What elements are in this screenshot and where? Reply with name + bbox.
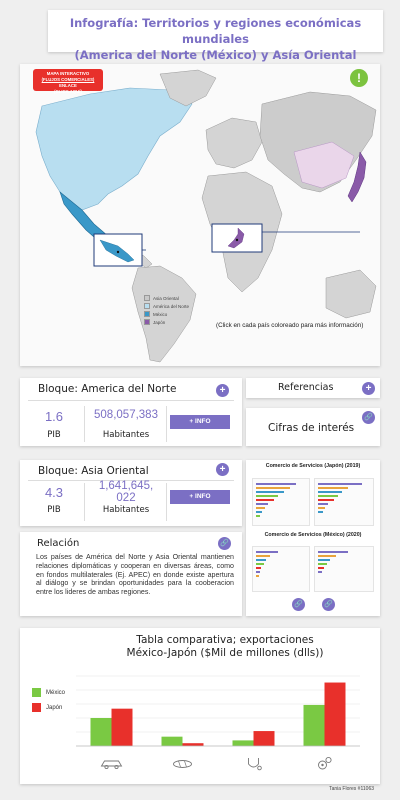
map-legend <box>144 294 189 326</box>
badge-link[interactable]: (FLUJOS COMERCIALES) <box>41 77 95 82</box>
mini-bars <box>315 547 375 593</box>
legend-label: Asia Oriental <box>153 295 179 301</box>
relacion-title: Relación <box>37 538 80 549</box>
pib-label: PIB <box>47 430 61 440</box>
expand-plus-button[interactable]: + <box>216 384 229 397</box>
bloque-title: Bloque: America del Norte <box>38 383 177 395</box>
link-icon[interactable]: 🔗 <box>218 537 231 550</box>
comercio-servicios-card <box>246 460 380 616</box>
page-subtitle: (America del Norte (México) y Asía Oriental <box>74 48 357 62</box>
bloque-america-norte-card <box>20 378 242 446</box>
export-chart-card <box>20 628 380 784</box>
mini-bars <box>253 479 311 527</box>
relacion-card <box>20 532 242 616</box>
pib-value: 4.3 <box>44 485 64 500</box>
bloque-title: Bloque: Asia Oriental <box>38 465 149 477</box>
author-credit: Tania Flores #11063 <box>329 786 374 792</box>
divider <box>84 406 85 442</box>
bar-mxico-2 <box>233 740 254 746</box>
expand-plus-button[interactable]: + <box>362 382 375 395</box>
legend-item <box>144 294 189 302</box>
bar-mxico-0 <box>91 718 112 746</box>
legend-label: México <box>153 311 168 317</box>
bar-japn-1 <box>183 743 204 746</box>
title-card <box>48 10 383 62</box>
gears-icon <box>319 757 332 769</box>
legend-label: Japón <box>46 704 63 711</box>
map-interactive-link[interactable] <box>33 69 103 94</box>
habitantes-value-line-2: 022 <box>116 492 136 504</box>
bar-mxico-3 <box>304 705 325 746</box>
mexico-services-chart-1 <box>252 546 310 592</box>
link-icon[interactable]: 🔗 <box>322 598 335 611</box>
world-map-graphic <box>20 64 380 366</box>
alert-icon[interactable]: ! <box>350 69 368 87</box>
legend-label: México <box>46 689 66 696</box>
pib-label: PIB <box>47 505 61 515</box>
japon-services-chart-2 <box>314 478 374 526</box>
cifras-card[interactable] <box>246 408 380 446</box>
divider <box>166 406 167 442</box>
export-bar-chart <box>20 628 380 784</box>
divider <box>28 400 234 401</box>
badge-line-1: MAPA INTERACTIVO <box>46 71 90 76</box>
link-icon[interactable]: 🔗 <box>362 411 375 424</box>
legend-swatch <box>144 295 150 301</box>
legend-item <box>144 302 189 310</box>
japon-services-chart-1 <box>252 478 310 526</box>
link-icon[interactable]: 🔗 <box>292 598 305 611</box>
car-icon <box>102 761 122 769</box>
expand-plus-button[interactable]: + <box>216 463 229 476</box>
legend-label: América del Norte <box>153 303 190 309</box>
legend-label: Japón <box>153 319 166 325</box>
habitantes-label: Habitantes <box>102 505 150 515</box>
mini-bars <box>253 547 311 593</box>
pib-value: 1.6 <box>44 409 64 424</box>
habitantes-label: Habitantes <box>102 430 150 440</box>
legend-item <box>144 310 189 318</box>
divider <box>84 483 85 521</box>
habitantes-value-line-1: 1,641,645, <box>98 480 154 492</box>
map-hint: (Click en cada país coloreado para más información) <box>216 322 364 329</box>
referencias-card[interactable] <box>246 378 380 398</box>
habitantes-value <box>90 480 162 504</box>
cifras-label: Cifras de interés <box>268 422 355 434</box>
legend-swatch <box>144 311 150 317</box>
page-title: Infografía: Territorios y regiones económicas mundiales <box>69 16 362 46</box>
world-map[interactable] <box>20 64 380 366</box>
more-info-button[interactable]: + INFO <box>170 415 230 429</box>
mexico-services-chart-2 <box>314 546 374 592</box>
badge-line-3: (CLICK AQUÍ) <box>54 89 82 94</box>
divider <box>166 483 167 521</box>
comercio-mexico-title: Comercio de Servicios (México) (2020) <box>264 532 362 538</box>
comercio-japon-title: Comercio de Servicios (Japón) (2019) <box>265 463 361 469</box>
bar-japn-2 <box>254 731 275 746</box>
more-info-button[interactable]: + INFO <box>170 490 230 504</box>
habitantes-value: 508,057,383 <box>94 409 158 421</box>
bread-icon <box>174 761 192 768</box>
bar-japn-0 <box>112 709 133 746</box>
bar-japn-3 <box>325 683 346 746</box>
bar-mxico-1 <box>162 737 183 746</box>
badge-line-2: ENLACE <box>59 83 77 88</box>
legend-swatch <box>144 303 150 309</box>
legend-item <box>144 318 189 326</box>
chart-title-line-2: México-Japón ($Mil de millones (dlls)) <box>126 647 324 659</box>
bloque-asia-oriental-card <box>20 460 242 526</box>
mini-bars <box>315 479 375 527</box>
relacion-text: Los países de América del Norte y Asia Oriental mantienen relaciones diplomáticas y cooperan en diversas áreas, como en fondos multilaterales (Ej. APEC) en donde existe apertura al diálogo y se brindan oportunidades para la cooberacion entre los lideres de ambas regiones. <box>36 553 234 597</box>
stethoscope-icon <box>249 758 262 770</box>
legend-swatch <box>144 319 150 325</box>
chart-title-line-1: Tabla comparativa; exportaciones <box>136 634 314 646</box>
referencias-label: Referencias <box>278 382 334 393</box>
